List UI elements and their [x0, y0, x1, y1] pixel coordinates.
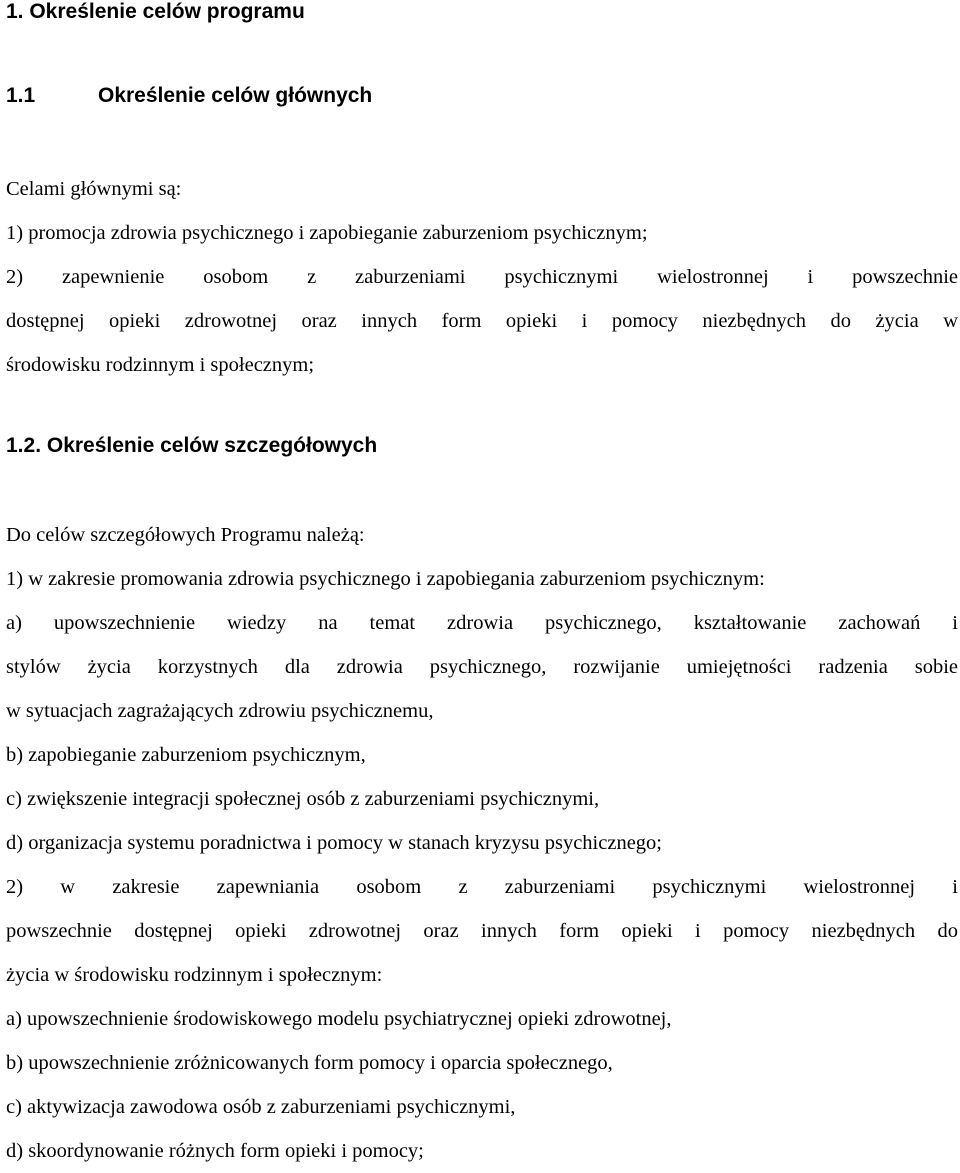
- detail-goal-2b: b) upowszechnienie zróżnicowanych form pomocy i oparcia społecznego,: [6, 1052, 613, 1074]
- section-1-title: 1. Określenie celów programu: [6, 0, 305, 23]
- section-1-2-body: [6, 513, 958, 1173]
- section-1-1-title: Określenie celów głównych: [98, 84, 373, 107]
- section-1-1-body: [6, 167, 958, 387]
- section-1-2-intro: Do celów szczegółowych Programu należą:: [6, 524, 365, 546]
- detail-goal-1a-line-2: stylów życia korzystnych dla zdrowia psychicznego, rozwijanie umiejętności radzenia sobie: [6, 656, 958, 678]
- main-goal-2-line-3: środowisku rodzinnym i społecznym;: [6, 354, 315, 376]
- detail-goal-1d: d) organizacja systemu poradnictwa i pomocy w stanach kryzysu psychicznego;: [6, 832, 662, 854]
- detail-goal-1b: b) zapobieganie zaburzeniom psychicznym,: [6, 744, 366, 766]
- main-goal-2-line-2: dostępnej opieki zdrowotnej oraz innych form opieki i pomocy niezbędnych do życia w: [6, 310, 958, 332]
- detail-goal-2-header-line-2: powszechnie dostępnej opieki zdrowotnej oraz innych form opieki i pomocy niezbędnych do: [6, 920, 958, 942]
- detail-goal-1a-line-3: w sytuacjach zagrażających zdrowiu psychicznemu,: [6, 700, 434, 722]
- detail-goal-2a: a) upowszechnienie środowiskowego modelu psychiatrycznej opieki zdrowotnej,: [6, 1008, 672, 1030]
- main-goal-1: 1) promocja zdrowia psychicznego i zapobieganie zaburzeniom psychicznym;: [6, 222, 648, 244]
- detail-goal-2-header-line-1: 2) w zakresie zapewniania osobom z zaburzeniami psychicznymi wielostronnej i: [6, 876, 958, 898]
- section-1-1-heading: [6, 84, 372, 108]
- detail-goal-2d: d) skoordynowanie różnych form opieki i pomocy;: [6, 1140, 424, 1162]
- detail-goal-1-header: 1) w zakresie promowania zdrowia psychicznego i zapobiegania zaburzeniom psychicznym:: [6, 568, 765, 590]
- detail-goal-1a-line-1: a) upowszechnienie wiedzy na temat zdrowia psychicznego, kształtowanie zachowań i: [6, 612, 958, 634]
- detail-goal-2c: c) aktywizacja zawodowa osób z zaburzeniami psychicznymi,: [6, 1096, 516, 1118]
- section-1-1-intro: Celami głównymi są:: [6, 178, 182, 200]
- section-1-2-title: 1.2. Określenie celów szczegółowych: [6, 434, 378, 457]
- section-1-1-number: 1.1: [6, 84, 36, 107]
- detail-goal-1c: c) zwiększenie integracji społecznej osób z zaburzeniami psychicznymi,: [6, 788, 600, 810]
- detail-goal-2-header-line-3: życia w środowisku rodzinnym i społecznym:: [6, 964, 383, 986]
- main-goal-2-line-1: 2) zapewnienie osobom z zaburzeniami psychicznymi wielostronnej i powszechnie: [6, 266, 958, 288]
